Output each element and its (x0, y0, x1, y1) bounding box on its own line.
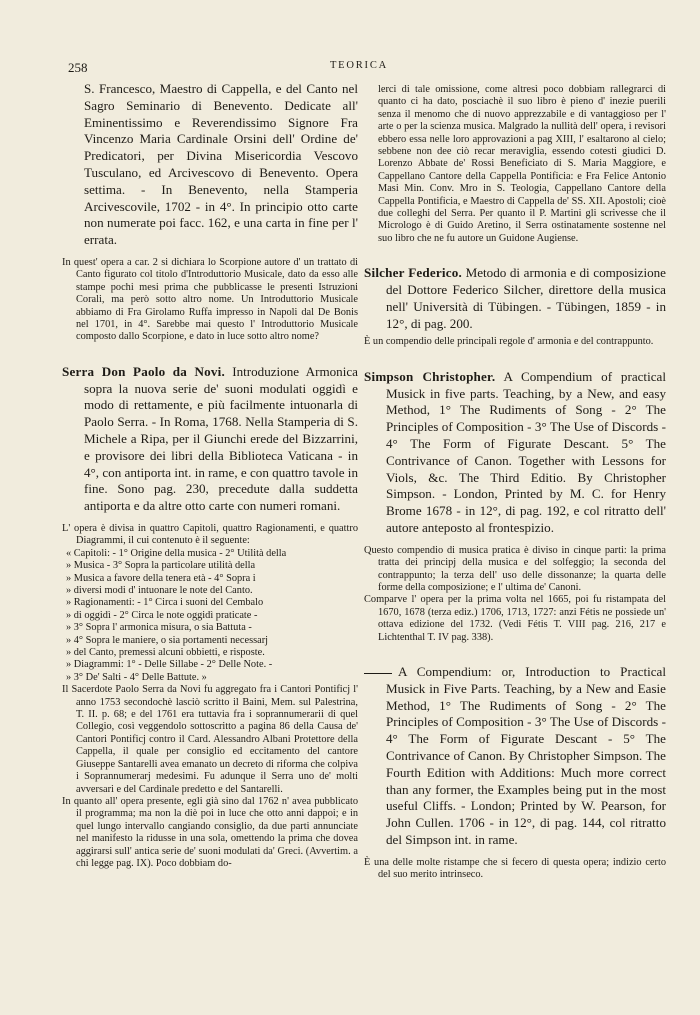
note-serra-continued: lerci di tale omissione, come altresì poco dobbiam rallegrarci di quanto ci ha dato, posciachè il suo libro è pieno d' inezie puerili senza il menomo che di nuovo apprezzabile e di vantaggioso per l' arte o per la scienza musica. Malgrado la nullità dell' opera, i revisori ebbero essa nelle loro approvazioni a pag XIII, l' esaltarono al cielo; sebbene non dee ciò recar meraviglia, essendo cotesti giudici D. Lorenzo Abbate de' Rossi Beneficiato di S. Maria Maggiore, e Cappellano Cantore della Cappella Pontificia: e Fra Felice Antonio Masi Min. Conv. Mro in S. Teologia, Cappellano Cantore della Cappella Pontificia, e Maestro di Cappella de' SS. XII. Apostoli; cioè due colleghi del Serra. Per quanto il P. Martini gli scrivesse che il Micrologo è di Guido Aretino, il Serra ostinatamente sostenne nel suo libro che ne fu autore un Guidone Augiense. (378, 84, 666, 244)
page-number: 258 (68, 60, 88, 75)
note-serra-biography: Il Sacerdote Paolo Serra da Novi fu aggregato fra i Cantori Pontificj l' anno 1753 secondochè lasciò scritto il Baini, Mem. sul Palestrina, T. II. p. 68; e del 1761 era tuttavia fra i soprannumerarii di quel Collegio, così veggendolo sottoscritto a pagina 86 della Causa de' Cantori Pontificj contro il Card. Alessandro Albani Protettore della Cappella, il quale per consiglio ed eccitamento del cantore Giuseppe Santarelli avea emanato un decreto di riforma che colpiva i Soprannumerarj medesimi. Fu adunque il Serra uno de' molti avversari e del Cardinale predetto e del Santarelli. (62, 684, 358, 795)
note-serra-contents: L' opera è divisa in quattro Capitoli, quattro Ragionamenti, e quattro Diagrammi, il cui contenuto è il seguente: (62, 522, 358, 547)
list-item: « Capitoli: - 1° Origine della musica - 2° Utilità della (66, 547, 287, 559)
running-title: TEORICA (329, 60, 389, 71)
entry-serra (62, 364, 358, 515)
list-item: » di oggidì - 2° Circa le note oggidì praticate - (66, 609, 258, 621)
list-item: » Musica a favore della tenera età - 4° Sopra i (66, 572, 256, 584)
entry-heading-silcher: Silcher Federico. (364, 265, 462, 281)
list-item: » Musica - 3° Sopra la particolare utilità della (66, 560, 256, 572)
list-item: » 4° Sopra le maniere, o sia portamenti necessarj (66, 634, 269, 646)
note-silcher: È un compendio delle principali regole d' armonia e del contrappunto. (364, 336, 654, 348)
left-column (62, 81, 358, 870)
entry-scorpione-continued: S. Francesco, Maestro di Cappella, e del Canto nel Sagro Seminario di Benevento. Dedicate all' Eminentissimo e Reverendissimo Signore Fra Vincenzo Maria Cardinale Orsini dell' Ordine de' Predicatori, per Divina Misericordia Vescovo Tusculano, ed Arcivescovo di Benevento. Opera settima. - In Benevento, nella Stamperia Arcivescovile, 1702 - in 4°. In principio otto carte non numerate poi facc. 162, e una carta in fine per l' errata. (84, 81, 358, 248)
contents-list (62, 548, 358, 684)
note-simpson-parts: Questo compendio di musica pratica è diviso in cinque parti: la prima tratta dei principj della musica e del solfeggio; la seconda del contrappunto; la terza dell' uso delle dissonanze; la quarta delle forme della composizione; e l' ultima de' Canoni. (364, 544, 666, 594)
entry-silcher (364, 265, 666, 332)
repeat-dash (364, 673, 392, 674)
list-item: » 3° Sopra l' armonica misura, o sia Battuta - (66, 622, 252, 634)
right-column (364, 84, 666, 882)
note-serra-opera: In quanto all' opera presente, egli già sino dal 1762 n' avea pubblicato il programma; ma non la diè poi in luce che otto anni dappoi; e in quel lungo intervallo cangiando consiglio, da due parti annunciate nel manifesto la ridusse in una sola, omettendo la prima che dovea aggirarsi sull' antica serie de' suoni modulati da' Greci. (Avvertim. a chi legge pag. IX). Poco dobbiam do- (62, 795, 358, 869)
list-item: » 3° De' Salti - 4° Delle Battute. » (66, 671, 207, 683)
list-item: » Diagrammi: 1° - Delle Sillabe - 2° Delle Note. - (66, 659, 273, 671)
list-item: » del Canto, premessi alcuni obbietti, e risposte. (66, 647, 265, 659)
entry-body-simpson: A Compendium of practical Musick in five parts. Teaching, by a New, and easy Method, 1° The Rudiments of Song - 2° The Principles of Composition - 3° The Use of Discords - 4° The Form of Figurate Descant. 5° The Contrivance of Canon. Together with Lessons for Viols, &c. The Third Editio. By Christopher Simpson. - London, Printed by M. C. for Henry Brome 1678 - in 12°, di pag. 192, e col ritratto dell' autore anteposto al frontespizio. (386, 368, 666, 536)
entry-body-serra: Introduzione Armonica sopra la nuova serie de' suoni modulati oggidì e modo di rettamente, e più facilmente intuonarla di Paolo Serra. - In Roma, 1768. Nella Stamperia di S. Michele a Ripa, per il Giunchi erede del Bizzarrini, e provisore dei libri della Biblioteca Vaticana - in 4°, con antiporta int. in rame, e con quattro tavole in fine. Sono pag. 230, precedute dalla suddetta antiporta e da altre otto carte con numeri romani. (84, 363, 358, 514)
list-item: » diversi modi d' intuonare le note del Canto. (66, 585, 253, 597)
page-header (62, 60, 656, 78)
note-simpson-editions: Comparve l' opera per la prima volta nel 1665, poi fu ristampata del 1670, 1678 (terza ediz.) 1706, 1713, 1727: anzi Fétis ne possiede un' ottava edizione del 1732. (Vedi Fétis T. VIII pag. 216, 217 e Lichtenthal T. IV pag. 338). (364, 594, 666, 643)
list-item: » Ragionamenti: - 1° Circa i suoni del Cembalo (66, 597, 264, 609)
entry-simpson (364, 369, 666, 537)
entry-heading-simpson: Simpson Christopher. (364, 368, 496, 384)
entry-body-compendium: A Compendium: or, Introduction to Practical Musick in Five Parts. Teaching, by a New and Easie Method, 1° The Rudiments of Song - 2° The Principles of Composition - 3° The Use of Discords - 4° The Form of Figurate Descant - 5° The Contrivance of Canon. By Christopher Simpson. The Fourth Edition with Additions: Much more correct than any former, the Examples being put in the most useful Cliffs. - London; Printed by W. Pearson, for John Cullen. 1706 - in 12°, di pag. 144, col ritratto del Simpson int. in rame. (386, 664, 666, 848)
note-scorpione: In quest' opera a car. 2 si dichiara lo Scorpione autore d' un trattato di Canto figurato col titolo d'Introduttorio Musicale, dato da esso alle stampe pochi mesi prima che pubblicasse le presenti Istruzioni Corali, ma però sotto altro nome. Un Introduttorio Musicale abbiamo di Fra Girolamo Ruffa impresso in Napoli dal De Bonis nel 1701, in 4°. Sarebbe mai questo l' Introduttorio Musicale composto dallo Scorpione, e dato in luce sotto altro nome? (62, 256, 358, 343)
note-simpson-reprints: È una delle molte ristampe che si fecero di questa opera; indizio certo del suo merito intrinseco. (364, 856, 666, 881)
entry-heading-serra: Serra Don Paolo da Novi. (62, 363, 225, 379)
entry-simpson-compendium (364, 664, 666, 849)
entry-body-silcher: Metodo di armonia e di composizione del Dottore Federico Silcher, direttore della musica nell' Università di Tübingen. - Tübingen, 1859 - in 12°, di pag. 200. (386, 265, 666, 331)
